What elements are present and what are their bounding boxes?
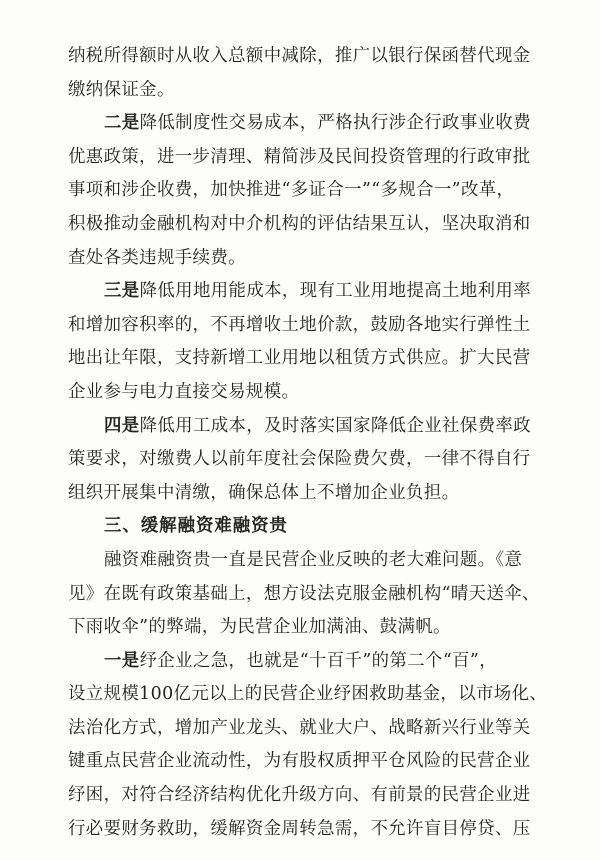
paragraph-line: 查处各类违规手续费。 — [68, 247, 246, 268]
paragraph-line: 策要求，对缴费人以前年度社会保险费欠费，一律不得自行 — [68, 449, 531, 470]
paragraph-line: 地出让年限，支持新增工业用地以租赁方式供应。扩大民营 — [68, 348, 531, 369]
lead-marker: 一是 — [104, 650, 140, 671]
line-text: 纾企业之急，也就是“十百千”的第二个“百”， — [139, 650, 497, 671]
paragraph-line: 行必要财务救助，缓解资金周转急需，不允许盲目停贷、压 — [68, 818, 531, 839]
paragraph-line: 事项和涉企收费，加快推进“多证合一”“多规合一”改革， — [68, 180, 515, 201]
lead-marker: 四是 — [104, 415, 140, 436]
document-body — [68, 40, 552, 846]
paragraph-line: 融资难融资贵一直是民营企业反映的老大难问题。《意 — [104, 549, 523, 570]
paragraph-line — [68, 410, 552, 444]
line-text: 降低用地用能成本，现有工业用地提高土地利用率 — [139, 281, 531, 302]
paragraph-line: 下雨收伞”的弊端，为民营企业加满油、鼓满帆。 — [68, 617, 451, 638]
section-heading: 三、缓解融资难融资贵 — [104, 516, 288, 537]
paragraph-line: 设立规模100亿元以上的民营企业纾困救助基金，以市场化、 — [68, 684, 548, 705]
paragraph-line: 积极推动金融机构对中介机构的评估结果互认，坚决取消和 — [68, 213, 531, 234]
paragraph-line: 优惠政策，进一步清理、精简涉及民间投资管理的行政审批 — [68, 146, 531, 167]
paragraph-line: 组织开展集中清缴，确保总体上不增加企业负担。 — [68, 482, 460, 503]
paragraph-line: 见》在既有政策基础上，想方设法克服金融机构“晴天送伞、 — [68, 583, 540, 604]
paragraph-line — [68, 107, 552, 141]
paragraph-line: 企业参与电力直接交易规模。 — [68, 381, 300, 402]
line-text: 降低用工成本，及时落实国家降低企业社保费率政 — [139, 415, 531, 436]
paragraph-line: 缴纳保证金。 — [68, 79, 175, 100]
paragraph-line: 键重点民营企业流动性，为有股权质押平仓风险的民营企业 — [68, 751, 531, 772]
paragraph-line: 和增加容积率的，不再增收土地价款，鼓励各地实行弹性土 — [68, 314, 531, 335]
paragraph-line: 纳税所得额时从收入总额中减除，推广以银行保函替代现金 — [68, 46, 531, 66]
paragraph-line — [68, 645, 552, 679]
paragraph-line: 纾困，对符合经济结构优化升级方向、有前景的民营企业进 — [68, 785, 531, 806]
paragraph-line: 法治化方式，增加产业龙头、就业大户、战略新兴行业等关 — [68, 717, 531, 738]
line-text: 降低制度性交易成本，严格执行涉企行政事业收费 — [139, 113, 531, 134]
lead-marker: 二是 — [104, 113, 140, 134]
lead-marker: 三是 — [104, 281, 140, 302]
paragraph-line — [68, 275, 552, 309]
